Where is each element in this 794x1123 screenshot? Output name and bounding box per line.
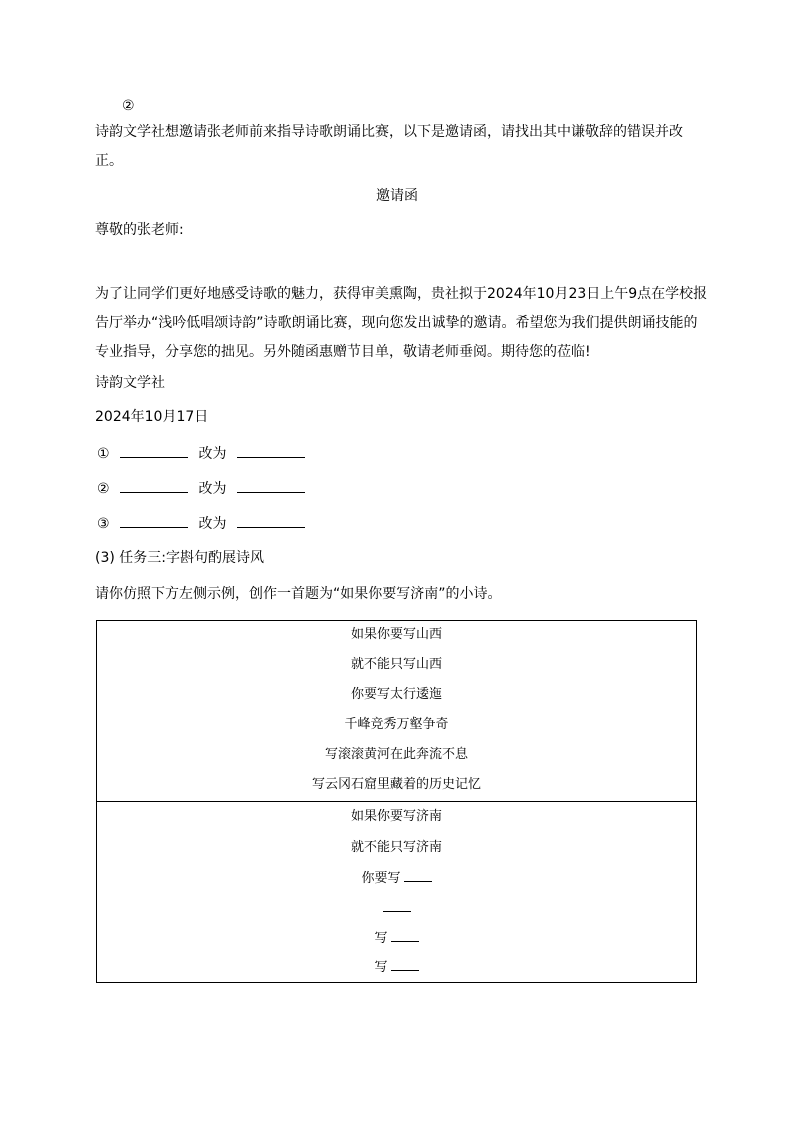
original-word-blank[interactable] — [120, 478, 188, 493]
poem-line: 就不能只写济南 — [350, 840, 442, 855]
poem-line: 千峰竞秀万壑争奇 — [344, 717, 449, 732]
correction-label: 改为 — [198, 516, 227, 532]
poem-line: 如果你要写山西 — [350, 627, 442, 642]
poem-line: 如果你要写济南 — [350, 809, 442, 824]
correction-number: ③ — [97, 516, 110, 532]
correction-row-2 — [97, 478, 311, 499]
correction-row-1 — [97, 443, 311, 464]
poem-answer-blank[interactable] — [391, 958, 419, 971]
question-marker: ② — [122, 98, 135, 114]
poem-line-prefix: 写 — [374, 960, 388, 975]
poem-answer-blank[interactable] — [404, 869, 432, 882]
poem-line-prefix: 你要写 — [361, 871, 401, 886]
example-poem-box — [96, 620, 697, 802]
task3-heading: (3) 任务三:字斟句酌展诗风 — [95, 550, 264, 566]
question-prompt: 诗韵文学社想邀请张老师前来指导诗歌朗诵比赛，以下是邀请函，请找出其中谦敬辞的错误并改正。 — [95, 124, 683, 169]
original-word-blank[interactable] — [120, 513, 188, 528]
correction-label: 改为 — [198, 446, 227, 462]
answer-poem-box — [96, 801, 697, 983]
poem-answer-blank[interactable] — [391, 929, 419, 942]
original-word-blank[interactable] — [120, 443, 188, 458]
poem-line: 你要写太行逶迤 — [350, 687, 442, 702]
poem-line-with-blank — [97, 958, 696, 977]
letter-title: 邀请函 — [376, 188, 418, 204]
letter-date: 2024年10月17日 — [95, 409, 209, 425]
corrected-word-blank[interactable] — [237, 478, 305, 493]
correction-label: 改为 — [198, 481, 227, 497]
correction-number: ① — [97, 446, 110, 462]
letter-salutation: 尊敬的张老师: — [95, 222, 184, 238]
correction-row-3 — [97, 513, 311, 534]
poem-line-prefix: 写 — [374, 931, 388, 946]
poem-line: 就不能只写山西 — [350, 657, 442, 672]
poem-line-with-blank — [97, 929, 696, 948]
corrected-word-blank[interactable] — [237, 513, 305, 528]
task3-instruction: 请你仿照下方左侧示例，创作一首题为“如果你要写济南”的小诗。 — [95, 586, 502, 602]
poem-line: 写滚滚黄河在此奔流不息 — [324, 747, 468, 762]
letter-signature: 诗韵文学社 — [95, 375, 165, 391]
poem-line: 写云冈石窟里藏着的历史记忆 — [311, 777, 481, 792]
poem-line-blank-only — [97, 899, 696, 918]
poem-line-with-blank — [97, 869, 696, 888]
letter-body: 为了让同学们更好地感受诗歌的魅力，获得审美熏陶，贵社拟于2024年10月23日上午9点在学校报告厅举办“浅吟低唱颂诗韵”诗歌朗诵比赛，现向您发出诚挚的邀请。希望您为我们提供朗诵技能的专业指导，分享您的拙见。另外随函惠赠节目单，敬请老师垂阅。期待您的莅临! — [95, 286, 708, 360]
corrected-word-blank[interactable] — [237, 443, 305, 458]
poem-answer-blank[interactable] — [383, 899, 411, 912]
correction-number: ② — [97, 481, 110, 497]
